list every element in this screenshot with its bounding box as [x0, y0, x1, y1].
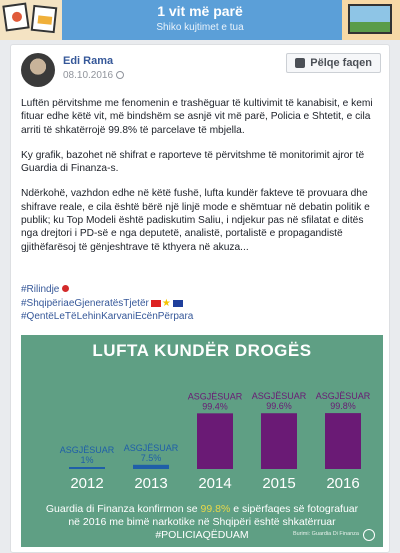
- bar-value-2015: 99.6%: [266, 401, 292, 412]
- bar-label-2012: ASGJËSUAR: [59, 445, 115, 455]
- facebook-post: [10, 44, 390, 553]
- infographic-caption: Guardia di Finanza konfirmon se 99.8% e sipërfaqes së fotografuar në 2016 me bimë narkotike në Shqipëri është shkatërruar #POLICIAQËDUAM: [45, 503, 359, 541]
- post-paragraph: Ky grafik, bazohet në shifrat e raporteve të përvitshme të monitorimit ajror të Guardia di Finanza-s.: [21, 149, 365, 175]
- bar-value-2012: 1%: [80, 455, 94, 465]
- hashtag-link[interactable]: #Rilindje: [21, 284, 60, 295]
- like-page-label: Pëlqe faqen: [310, 57, 372, 69]
- hashtag-link[interactable]: #ShqipëriaeGjeneratësTjetër: [21, 297, 149, 309]
- bar-label-2013: ASGJËSUAR: [123, 442, 179, 453]
- author-name[interactable]: Edi Rama: [63, 55, 114, 67]
- infographic-image[interactable]: [21, 335, 383, 547]
- year-label-2015: 2015: [262, 475, 296, 492]
- post-meta: [63, 70, 124, 81]
- like-page-button[interactable]: [286, 53, 381, 73]
- hashtags: [21, 283, 383, 324]
- hashtag-link[interactable]: #QentëLeTëLehinKarvaniEcënPërpara: [21, 311, 194, 322]
- bar-label-2015: ASGJËSUAR: [251, 391, 307, 402]
- post-date[interactable]: 08.10.2016: [63, 70, 114, 81]
- albania-flag-icon: [151, 300, 161, 307]
- rose-icon: [62, 285, 69, 292]
- bar-value-2014: 99.4%: [202, 401, 228, 412]
- bar-2012: [69, 467, 105, 469]
- bar-2016: [325, 413, 361, 469]
- infographic-source: Burimi: Guardia Di Finanza: [292, 531, 359, 537]
- globe-icon: [116, 71, 124, 79]
- year-label-2014: 2014: [198, 475, 232, 492]
- bar-2013: [133, 465, 169, 469]
- bar-value-2013: 7.5%: [140, 452, 162, 463]
- memory-title: 1 vit më parë: [157, 3, 243, 19]
- year-label-2016: 2016: [326, 475, 360, 492]
- thumbs-up-icon: [295, 58, 305, 68]
- post-paragraph: Ndërkohë, vazhdon edhe në këtë fushë, lufta kundër fakteve të provuara dhe shifrave reale, e cila është bërë një linjë mode e shëmtuar në debatin politik e publik; ku Top Modeli është padiskutim Saliu, i ndjekur pas në sfilatat e ditës nga drejtori i PD-së e nga deputetë, analistë, portalistë e propagandistë gjithëfarësoj të gënjeshtrave të kthyera në akuza...: [21, 188, 370, 253]
- post-text: [21, 97, 383, 266]
- post-paragraph: Luftën përvitshme me fenomenin e trashëguar të kultivimit të kanabisit, e kemi fituar edhe këtë vit, më bindshëm se asnjë vit më parë, Policia e Shtetit, e cila arriti të shkatërrojë 99.8% të parcelave të mbjella.: [21, 98, 373, 136]
- bar-2015: [261, 413, 297, 469]
- year-label-2013: 2013: [134, 475, 168, 492]
- bar-value-2016: 99.8%: [330, 401, 356, 412]
- avatar[interactable]: [21, 53, 55, 87]
- eu-flag-icon: [173, 300, 183, 307]
- bar-2014: [197, 413, 233, 469]
- see-memories-link[interactable]: Shiko kujtimet e tua: [156, 22, 244, 33]
- infographic-title: LUFTA KUNDËR DROGËS: [92, 341, 312, 360]
- memory-illustration-right: [342, 0, 400, 40]
- bar-label-2016: ASGJËSUAR: [315, 391, 371, 402]
- emblem-icon: [363, 529, 375, 541]
- bar-label-2014: ASGJËSUAR: [187, 391, 243, 402]
- year-label-2012: 2012: [70, 475, 104, 492]
- star-icon: ★: [161, 297, 171, 309]
- memory-banner[interactable]: [0, 0, 400, 40]
